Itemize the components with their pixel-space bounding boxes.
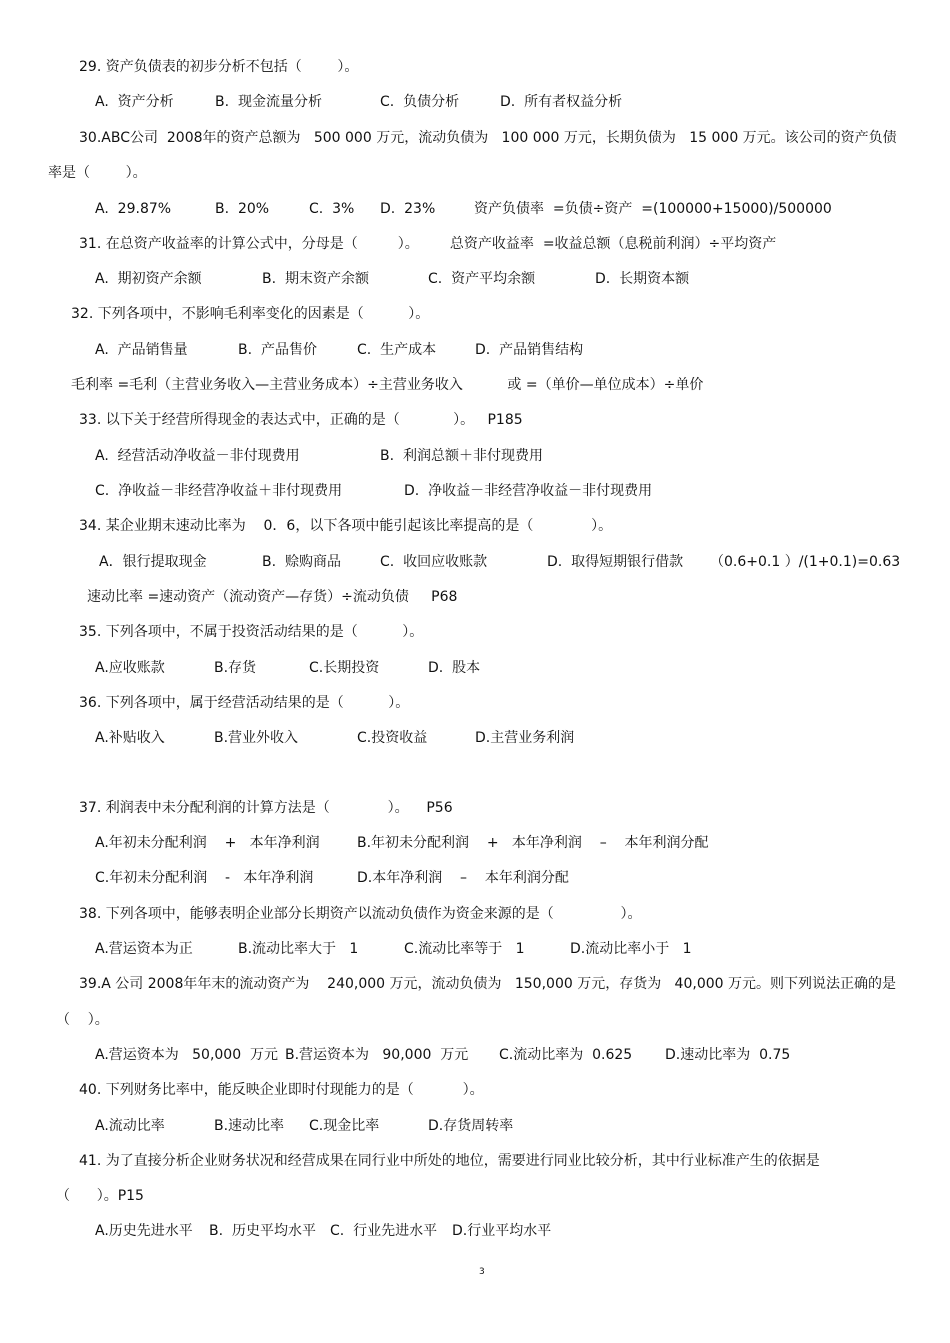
text-line: 41. 为了直接分析企业财务状况和经营成果在同行业中所处的地位，需要进行同业比较分析，其中行业标准产生的依据是	[79, 1153, 820, 1169]
answer-option: C. 生产成本	[357, 342, 437, 358]
answer-option: D. 长期资本额	[595, 271, 690, 287]
answer-option: D.存货周转率	[428, 1118, 514, 1134]
answer-option: B.存货	[214, 660, 257, 676]
answer-option: C. 资产平均余额	[428, 271, 536, 287]
answer-option: B.营业外收入	[214, 730, 299, 746]
answer-option: A. 资产分析	[95, 94, 174, 110]
answer-option: C. 行业先进水平	[330, 1223, 438, 1239]
option-row	[0, 270, 950, 288]
text-line: 38. 下列各项中，能够表明企业部分长期资产以流动负债作为资金来源的是（ ）。	[79, 906, 642, 922]
answer-option: B.流动比率大于 1	[238, 941, 359, 957]
answer-option: A．银行提取现金	[99, 554, 207, 570]
answer-option: B.年初未分配利润 + 本年净利润 – 本年利润分配	[357, 835, 709, 851]
answer-option: B.速动比率	[214, 1118, 285, 1134]
text-line: （ ）。	[56, 1012, 109, 1028]
option-row	[0, 447, 950, 465]
option-row	[0, 1117, 950, 1135]
answer-option: D. 产品销售结构	[475, 342, 584, 358]
answer-option: C. 负债分析	[380, 94, 460, 110]
answer-option: C. 净收益－非经营净收益＋非付现费用	[95, 483, 343, 499]
answer-option: A.历史先进水平	[95, 1223, 193, 1239]
answer-option: A.营运资本为正	[95, 941, 193, 957]
answer-option: D.速动比率为 0.75	[665, 1047, 791, 1063]
answer-option: B.营运资本为 90,000 万元	[285, 1047, 469, 1063]
answer-option: A. 期初资产余额	[95, 271, 202, 287]
option-row	[0, 729, 950, 747]
answer-option: B. 利润总额＋非付现费用	[380, 448, 543, 464]
option-row	[0, 553, 950, 571]
option-row	[0, 1046, 950, 1064]
text-line: 31. 在总资产收益率的计算公式中，分母是（ ）。 总资产收益率 =收益总额（息税前利润）÷平均资产	[79, 236, 777, 252]
text-line: 37. 利润表中未分配利润的计算方法是（ ）。 P56	[79, 800, 453, 816]
page-number: 3	[479, 1267, 485, 1277]
text-line: 32. 下列各项中，不影响毛利率变化的因素是（ ）。	[71, 306, 430, 322]
text-line: （ ）。P15	[56, 1188, 144, 1204]
answer-option: B. 赊购商品	[262, 554, 341, 570]
answer-option: D.行业平均水平	[452, 1223, 552, 1239]
answer-option: A.营运资本为 50,000 万元	[95, 1047, 279, 1063]
option-row	[0, 659, 950, 677]
text-line: 39.A 公司 2008年年末的流动资产为 240,000 万元，流动负债为 150,000 万元，存货为 40,000 万元。则下列说法正确的是	[79, 976, 896, 992]
answer-option: （0.6+0.1 ）/(1+0.1)=0.63	[710, 554, 901, 570]
option-row	[0, 940, 950, 958]
answer-option: C.长期投资	[309, 660, 380, 676]
text-line: 毛利率 =毛利（主营业务收入—主营业务成本）÷主营业务收入 或 =（单价—单位成本）÷单价	[71, 377, 704, 393]
answer-option: 资产负债率 =负债÷资产 =(100000+15000)/500000	[474, 201, 832, 217]
answer-option: A. 经营活动净收益－非付现费用	[95, 448, 300, 464]
text-line: 35. 下列各项中，不属于投资活动结果的是（ ）。	[79, 624, 424, 640]
answer-option: A.流动比率	[95, 1118, 165, 1134]
answer-option: D. 股本	[428, 660, 481, 676]
answer-option: D.流动比率小于 1	[570, 941, 692, 957]
answer-option: C.现金比率	[309, 1118, 380, 1134]
text-line: 36. 下列各项中，属于经营活动结果的是（ ）。	[79, 695, 410, 711]
text-line: 40. 下列财务比率中，能反映企业即时付现能力的是（ ）。	[79, 1082, 484, 1098]
answer-option: D.主营业务利润	[475, 730, 575, 746]
answer-option: B. 历史平均水平	[209, 1223, 316, 1239]
option-row	[0, 1222, 950, 1240]
answer-option: A.补贴收入	[95, 730, 165, 746]
answer-option: D. 23%	[380, 201, 436, 217]
text-line: 34. 某企业期末速动比率为 0．6，以下各项中能引起该比率提高的是（ ）。	[79, 518, 613, 534]
answer-option: C.年初未分配利润 - 本年净利润	[95, 870, 314, 886]
answer-option: C. 3%	[309, 201, 355, 217]
option-row	[0, 341, 950, 359]
option-row	[0, 834, 950, 852]
option-row	[0, 482, 950, 500]
answer-option: B. 20%	[215, 201, 270, 217]
answer-option: C.流动比率等于 1	[404, 941, 525, 957]
answer-option: D. 取得短期银行借款	[547, 554, 684, 570]
answer-option: B. 现金流量分析	[215, 94, 322, 110]
text-line: 30.ABC公司 2008年的资产总额为 500 000 万元，流动负债为 100 000 万元，长期负债为 15 000 万元。该公司的资产负债	[79, 130, 897, 146]
answer-option: A. 产品销售量	[95, 342, 188, 358]
answer-option: C.流动比率为 0.625	[499, 1047, 633, 1063]
answer-option: D. 所有者权益分析	[500, 94, 623, 110]
option-row	[0, 200, 950, 218]
text-line: 29. 资产负债表的初步分析不包括（ ）。	[79, 59, 359, 75]
answer-option: A.应收账款	[95, 660, 165, 676]
answer-option: C. 收回应收账款	[380, 554, 488, 570]
answer-option: D.本年净利润 – 本年利润分配	[357, 870, 569, 886]
answer-option: C.投资收益	[357, 730, 428, 746]
answer-option: A. 29.87%	[95, 201, 172, 217]
answer-option: A.年初未分配利润 + 本年净利润	[95, 835, 320, 851]
option-row	[0, 93, 950, 111]
text-line: 33. 以下关于经营所得现金的表达式中，正确的是（ ）。 P185	[79, 412, 523, 428]
answer-option: B. 期末资产余额	[262, 271, 369, 287]
answer-option: D. 净收益－非经营净收益－非付现费用	[404, 483, 653, 499]
text-line: 率是（ ）。	[48, 165, 147, 181]
answer-option: B. 产品售价	[238, 342, 317, 358]
option-row	[0, 869, 950, 887]
text-line: 速动比率 =速动资产（流动资产—存货）÷流动负债 P68	[87, 589, 458, 605]
